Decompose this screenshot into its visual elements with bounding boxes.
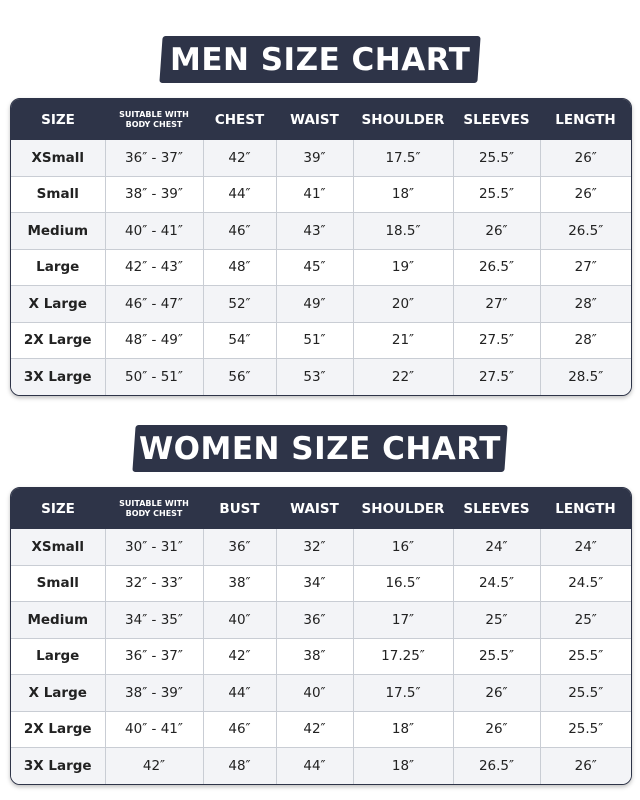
measurement-cell: 27.5″ — [453, 322, 540, 359]
measurement-cell: 45″ — [276, 249, 353, 286]
measurement-cell: 40″ - 41″ — [105, 711, 203, 748]
measurement-cell: 25″ — [540, 602, 631, 639]
measurement-cell: 44″ — [203, 176, 276, 213]
measurement-cell: 36″ — [203, 529, 276, 565]
men-size-chart-title — [159, 36, 480, 83]
measurement-cell: 27″ — [453, 286, 540, 323]
measurement-cell: 24″ — [540, 529, 631, 565]
column-header: SIZE — [11, 488, 105, 529]
measurement-cell: 46″ — [203, 711, 276, 748]
men-title-text: MEN SIZE CHART — [169, 41, 471, 78]
table-row — [11, 140, 631, 176]
measurement-cell: 24″ — [453, 529, 540, 565]
size-label-cell: X Large — [11, 286, 105, 323]
measurement-cell: 42″ - 43″ — [105, 249, 203, 286]
measurement-cell: 38″ - 39″ — [105, 176, 203, 213]
measurement-cell: 17″ — [353, 602, 453, 639]
measurement-cell: 30″ - 31″ — [105, 529, 203, 565]
size-label-cell: Large — [11, 249, 105, 286]
measurement-cell: 17.25″ — [353, 638, 453, 675]
measurement-cell: 19″ — [353, 249, 453, 286]
measurement-cell: 48″ — [203, 249, 276, 286]
size-label-cell: X Large — [11, 675, 105, 712]
women-title-text: WOMEN SIZE CHART — [139, 430, 501, 467]
table-row — [11, 711, 631, 748]
size-label-cell: Medium — [11, 602, 105, 639]
measurement-cell: 28″ — [540, 322, 631, 359]
size-label-cell: 2X Large — [11, 711, 105, 748]
size-label-cell: Medium — [11, 213, 105, 250]
measurement-cell: 25.5″ — [453, 140, 540, 176]
measurement-cell: 41″ — [276, 176, 353, 213]
measurement-cell: 46″ — [203, 213, 276, 250]
measurement-cell: 56″ — [203, 359, 276, 395]
measurement-cell: 26.5″ — [453, 249, 540, 286]
table-row — [11, 529, 631, 565]
measurement-cell: 27″ — [540, 249, 631, 286]
measurement-cell: 28″ — [540, 286, 631, 323]
measurement-cell: 18″ — [353, 176, 453, 213]
measurement-cell: 26″ — [453, 213, 540, 250]
size-label-cell: Small — [11, 565, 105, 602]
measurement-cell: 24.5″ — [540, 565, 631, 602]
measurement-cell: 49″ — [276, 286, 353, 323]
measurement-cell: 25.5″ — [540, 711, 631, 748]
measurement-cell: 42″ — [105, 748, 203, 784]
measurement-cell: 39″ — [276, 140, 353, 176]
measurement-cell: 40″ — [276, 675, 353, 712]
size-label-cell: 3X Large — [11, 748, 105, 784]
measurement-cell: 26″ — [453, 675, 540, 712]
measurement-cell: 17.5″ — [353, 140, 453, 176]
table-row — [11, 322, 631, 359]
measurement-cell: 26″ — [540, 140, 631, 176]
measurement-cell: 27.5″ — [453, 359, 540, 395]
column-header: LENGTH — [540, 99, 631, 140]
measurement-cell: 18″ — [353, 711, 453, 748]
measurement-cell: 16″ — [353, 529, 453, 565]
measurement-cell: 25.5″ — [453, 176, 540, 213]
column-header: SUITABLE WITH BODY CHEST — [105, 488, 203, 529]
measurement-cell: 26″ — [540, 748, 631, 784]
table-row — [11, 213, 631, 250]
measurement-cell: 36″ - 37″ — [105, 638, 203, 675]
measurement-cell: 18″ — [353, 748, 453, 784]
measurement-cell: 20″ — [353, 286, 453, 323]
measurement-cell: 51″ — [276, 322, 353, 359]
measurement-cell: 25.5″ — [540, 675, 631, 712]
table-row — [11, 565, 631, 602]
measurement-cell: 32″ - 33″ — [105, 565, 203, 602]
column-header: SIZE — [11, 99, 105, 140]
measurement-cell: 24.5″ — [453, 565, 540, 602]
column-header: LENGTH — [540, 488, 631, 529]
column-header: SLEEVES — [453, 99, 540, 140]
measurement-cell: 34″ — [276, 565, 353, 602]
header-row — [11, 99, 631, 140]
table-row — [11, 176, 631, 213]
table-row — [11, 602, 631, 639]
size-label-cell: XSmall — [11, 140, 105, 176]
measurement-cell: 21″ — [353, 322, 453, 359]
column-header: SUITABLE WITH BODY CHEST — [105, 99, 203, 140]
measurement-cell: 25.5″ — [540, 638, 631, 675]
size-label-cell: XSmall — [11, 529, 105, 565]
size-label-cell: Small — [11, 176, 105, 213]
measurement-cell: 42″ — [276, 711, 353, 748]
measurement-cell: 42″ — [203, 638, 276, 675]
measurement-cell: 18.5″ — [353, 213, 453, 250]
measurement-cell: 26.5″ — [453, 748, 540, 784]
measurement-cell: 40″ - 41″ — [105, 213, 203, 250]
women-size-chart-title — [132, 425, 507, 472]
measurement-cell: 38″ - 39″ — [105, 675, 203, 712]
measurement-cell: 46″ - 47″ — [105, 286, 203, 323]
measurement-cell: 40″ — [203, 602, 276, 639]
measurement-cell: 26″ — [540, 176, 631, 213]
measurement-cell: 43″ — [276, 213, 353, 250]
measurement-cell: 44″ — [276, 748, 353, 784]
measurement-cell: 48″ - 49″ — [105, 322, 203, 359]
column-header: SLEEVES — [453, 488, 540, 529]
men-table — [11, 99, 631, 395]
size-label-cell: 2X Large — [11, 322, 105, 359]
column-header: CHEST — [203, 99, 276, 140]
table-row — [11, 748, 631, 784]
measurement-cell: 38″ — [203, 565, 276, 602]
measurement-cell: 25.5″ — [453, 638, 540, 675]
measurement-cell: 36″ — [276, 602, 353, 639]
table-row — [11, 359, 631, 395]
table-row — [11, 249, 631, 286]
header-row — [11, 488, 631, 529]
measurement-cell: 32″ — [276, 529, 353, 565]
table-row — [11, 638, 631, 675]
column-header: BUST — [203, 488, 276, 529]
measurement-cell: 16.5″ — [353, 565, 453, 602]
measurement-cell: 36″ - 37″ — [105, 140, 203, 176]
women-size-table — [10, 487, 632, 785]
measurement-cell: 26″ — [453, 711, 540, 748]
measurement-cell: 42″ — [203, 140, 276, 176]
column-header: WAIST — [276, 99, 353, 140]
column-header: WAIST — [276, 488, 353, 529]
measurement-cell: 25″ — [453, 602, 540, 639]
measurement-cell: 17.5″ — [353, 675, 453, 712]
measurement-cell: 28.5″ — [540, 359, 631, 395]
measurement-cell: 26.5″ — [540, 213, 631, 250]
measurement-cell: 22″ — [353, 359, 453, 395]
column-header: SHOULDER — [353, 99, 453, 140]
measurement-cell: 48″ — [203, 748, 276, 784]
table-row — [11, 286, 631, 323]
measurement-cell: 34″ - 35″ — [105, 602, 203, 639]
men-size-table — [10, 98, 632, 396]
measurement-cell: 53″ — [276, 359, 353, 395]
table-row — [11, 675, 631, 712]
measurement-cell: 52″ — [203, 286, 276, 323]
measurement-cell: 38″ — [276, 638, 353, 675]
women-table — [11, 488, 631, 784]
measurement-cell: 50″ - 51″ — [105, 359, 203, 395]
measurement-cell: 54″ — [203, 322, 276, 359]
measurement-cell: 44″ — [203, 675, 276, 712]
column-header: SHOULDER — [353, 488, 453, 529]
size-label-cell: Large — [11, 638, 105, 675]
size-label-cell: 3X Large — [11, 359, 105, 395]
